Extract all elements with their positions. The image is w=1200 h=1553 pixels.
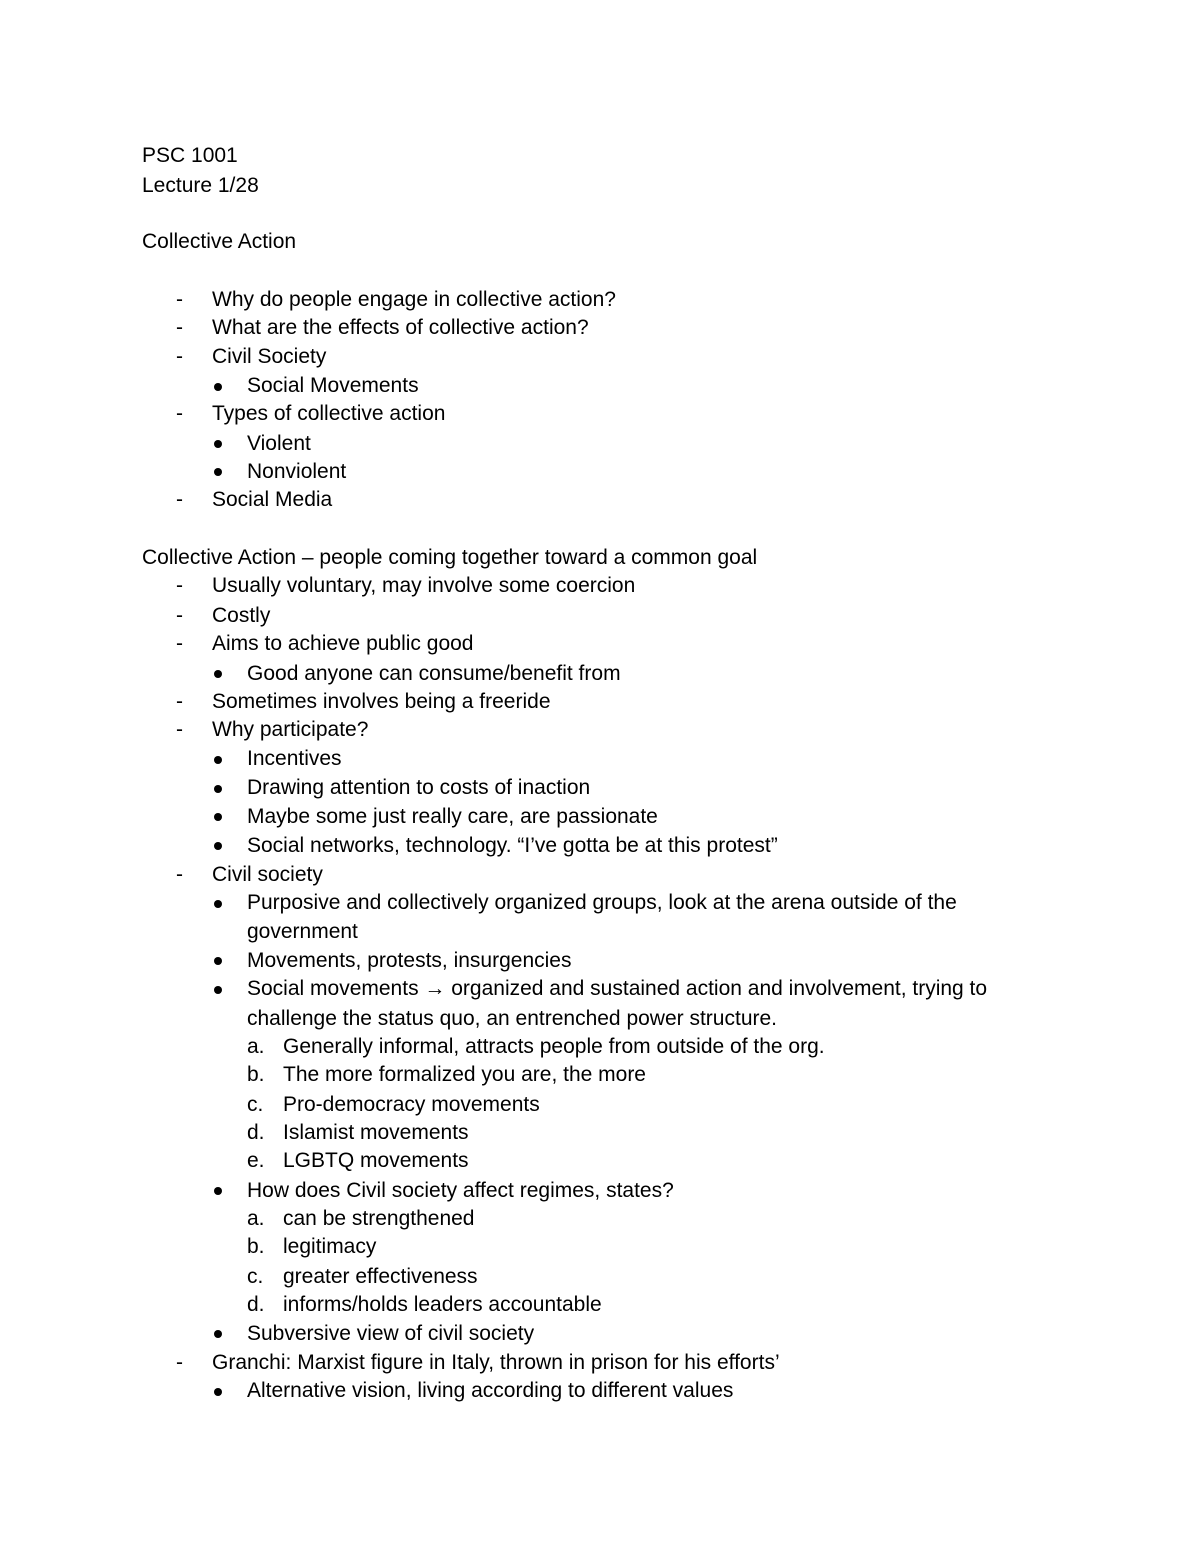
bullet-marker <box>214 1330 222 1338</box>
list-item: What are the effects of collective action? <box>212 316 589 339</box>
list-item: Incentives <box>247 747 342 770</box>
bullet-marker <box>214 383 222 391</box>
bullet-marker <box>214 785 222 793</box>
list-item: greater effectiveness <box>283 1265 478 1288</box>
list-item: How does Civil society affect regimes, states? <box>247 1179 674 1202</box>
list-item: Why participate? <box>212 718 369 741</box>
dash-marker: - <box>176 488 183 511</box>
list-item: Movements, protests, insurgencies <box>247 949 572 972</box>
list-item: Civil Society <box>212 345 327 368</box>
bullet-marker <box>214 957 222 965</box>
list-item-continuation: government <box>247 920 358 943</box>
list-item-continuation: challenge the status quo, an entrenched power structure. <box>247 1007 778 1030</box>
course-code: PSC 1001 <box>142 144 238 167</box>
list-item: legitimacy <box>283 1235 377 1258</box>
list-item: Social movements → organized and sustained action and involvement, trying to <box>247 977 988 1000</box>
list-item: Social Media <box>212 488 333 511</box>
letter-marker: b. <box>247 1063 265 1086</box>
list-item: Sometimes involves being a freeride <box>212 690 551 713</box>
letter-marker: e. <box>247 1149 265 1172</box>
list-item: Social networks, technology. “I’ve gotta be at this protest” <box>247 834 778 857</box>
list-item: Purposive and collectively organized groups, look at the arena outside of the <box>247 891 957 914</box>
section-title: Collective Action <box>142 230 297 253</box>
list-item: can be strengthened <box>283 1207 475 1230</box>
dash-marker: - <box>176 604 183 627</box>
dash-marker: - <box>176 402 183 425</box>
bullet-marker <box>214 900 222 908</box>
bullet-marker <box>214 440 222 448</box>
list-item: Granchi: Marxist figure in Italy, thrown in prison for his efforts’ <box>212 1351 780 1374</box>
bullet-marker <box>214 756 222 764</box>
list-item: Maybe some just really care, are passionate <box>247 805 658 828</box>
list-item: Generally informal, attracts people from outside of the org. <box>283 1035 825 1058</box>
bullet-marker <box>214 1388 222 1396</box>
bullet-marker <box>214 986 222 994</box>
dash-marker: - <box>176 690 183 713</box>
letter-marker: d. <box>247 1293 265 1316</box>
dash-marker: - <box>176 316 183 339</box>
list-item: Subversive view of civil society <box>247 1322 535 1345</box>
letter-marker: d. <box>247 1121 265 1144</box>
list-item: Violent <box>247 432 311 455</box>
list-item: Types of collective action <box>212 402 446 425</box>
list-item: LGBTQ movements <box>283 1149 469 1172</box>
list-item: Alternative vision, living according to different values <box>247 1379 734 1402</box>
dash-marker: - <box>176 632 183 655</box>
list-item: Drawing attention to costs of inaction <box>247 776 591 799</box>
letter-marker: a. <box>247 1207 265 1230</box>
list-item: Aims to achieve public good <box>212 632 474 655</box>
dash-marker: - <box>176 863 183 886</box>
list-item: Good anyone can consume/benefit from <box>247 662 621 685</box>
list-item: Nonviolent <box>247 460 347 483</box>
bullet-marker <box>214 1187 222 1195</box>
letter-marker: c. <box>247 1265 264 1288</box>
list-item: The more formalized you are, the more <box>283 1063 646 1086</box>
bullet-marker <box>214 813 222 821</box>
list-item: Civil society <box>212 863 323 886</box>
bullet-marker <box>214 670 222 678</box>
list-item: Costly <box>212 604 271 627</box>
letter-marker: c. <box>247 1093 264 1116</box>
list-item: informs/holds leaders accountable <box>283 1293 602 1316</box>
dash-marker: - <box>176 345 183 368</box>
letter-marker: b. <box>247 1235 265 1258</box>
bullet-marker <box>214 842 222 850</box>
list-item: Why do people engage in collective action? <box>212 288 616 311</box>
list-item: Social Movements <box>247 374 419 397</box>
lecture-date: Lecture 1/28 <box>142 174 259 197</box>
dash-marker: - <box>176 288 183 311</box>
list-item: Usually voluntary, may involve some coercion <box>212 574 636 597</box>
section-title: Collective Action – people coming together toward a common goal <box>142 546 758 569</box>
bullet-marker <box>214 468 222 476</box>
list-item: Islamist movements <box>283 1121 469 1144</box>
dash-marker: - <box>176 718 183 741</box>
dash-marker: - <box>176 1351 183 1374</box>
list-item: Pro-democracy movements <box>283 1093 540 1116</box>
dash-marker: - <box>176 574 183 597</box>
letter-marker: a. <box>247 1035 265 1058</box>
